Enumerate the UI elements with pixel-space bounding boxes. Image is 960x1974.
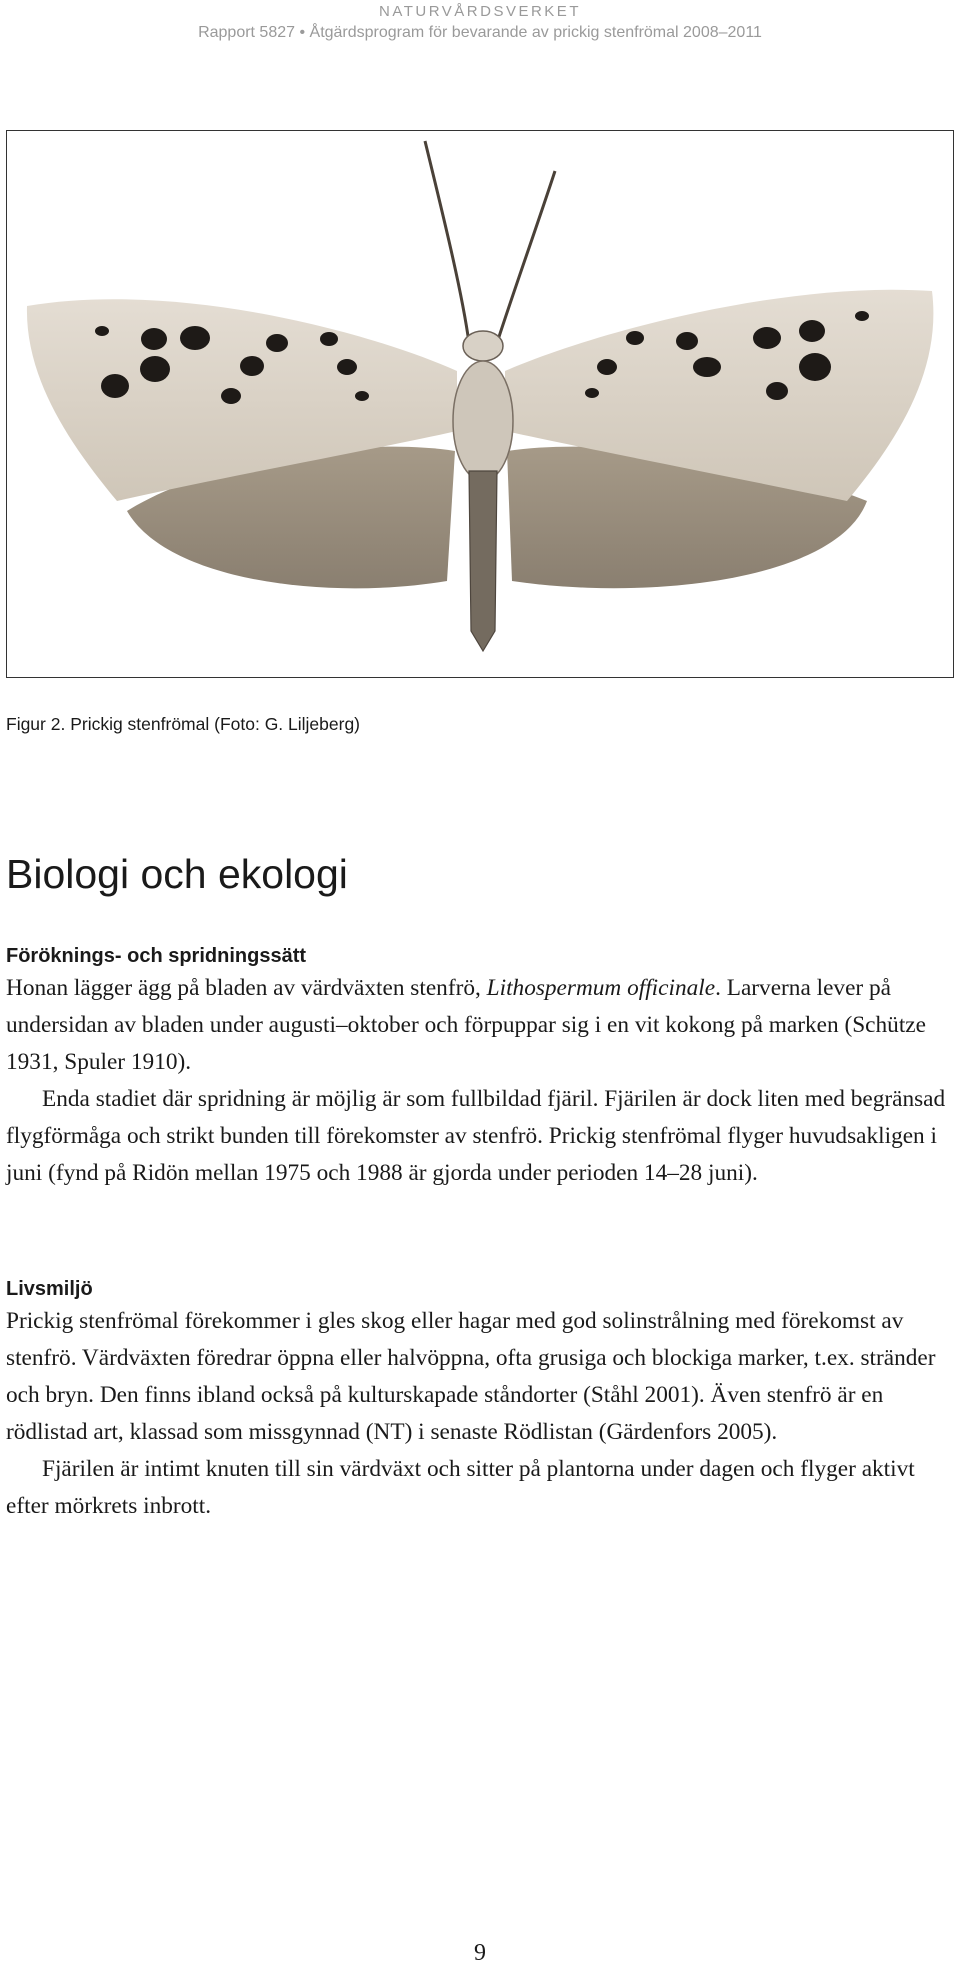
text-run: . Larverna lever på undersidan av bladen under augusti–oktober och förpuppar sig i en vit kokong på marken (Schütze 1931, Spuler 1910).	[6, 975, 926, 1075]
paragraph: Enda stadiet där spridning är möjlig är som fullbildad fjäril. Fjärilen är dock liten med begränsad flygförmåga och strikt bunden till förekomster av stenfrö. Prickig stenfrömal flyger huvudsakligen i juni (fynd på Ridön mellan 1975 och 1988 är gjorda under perioden 14–28 juni).	[6, 1086, 946, 1186]
figure-caption: Figur 2. Prickig stenfrömal (Foto: G. Liljeberg)	[6, 714, 361, 734]
section-title: Biologi och ekologi	[6, 851, 348, 897]
subheading-reproduction: Föröknings- och spridningssätt	[6, 945, 307, 967]
left-antenna	[425, 141, 469, 343]
header-subtitle: Rapport 5827 • Åtgärdsprogram för bevarande av prickig stenfrömal 2008–2011	[198, 24, 762, 41]
page-header	[0, 2, 960, 44]
subheading-habitat: Livsmiljö	[6, 1278, 93, 1300]
right-antenna	[497, 171, 555, 343]
moth-thorax	[453, 361, 513, 481]
moth-photo	[6, 130, 954, 678]
species-name: Lithospermum officinale	[486, 975, 716, 1001]
body-reproduction	[6, 970, 956, 1192]
body-habitat	[6, 1303, 956, 1525]
moth-illustration	[7, 131, 954, 678]
text-run: Honan lägger ägg på bladen av värdväxten stenfrö,	[6, 975, 487, 1001]
paragraph: Fjärilen är intimt knuten till sin värdväxt och sitter på plantorna under dagen och flyger aktivt efter mörkrets inbrott.	[6, 1456, 915, 1519]
moth-head	[463, 331, 503, 361]
paragraph	[6, 970, 956, 1081]
moth-abdomen	[469, 471, 497, 651]
paragraph: Prickig stenfrömal förekommer i gles skog eller hagar med god solinstrålning med förekomst av stenfrö. Värdväxten föredrar öppna eller halvöppna, ofta grusiga och blockiga marker, t.ex. stränder och bryn. Den finns ibland också på kulturskapade ståndorter (Ståhl 2001). Även stenfrö är en rödlistad art, klassad som missgynnad (NT) i senaste Rödlistan (Gärdenfors 2005).	[6, 1308, 936, 1445]
header-org: NATURVÅRDSVERKET	[379, 3, 581, 20]
page-number: 9	[474, 1940, 486, 1966]
